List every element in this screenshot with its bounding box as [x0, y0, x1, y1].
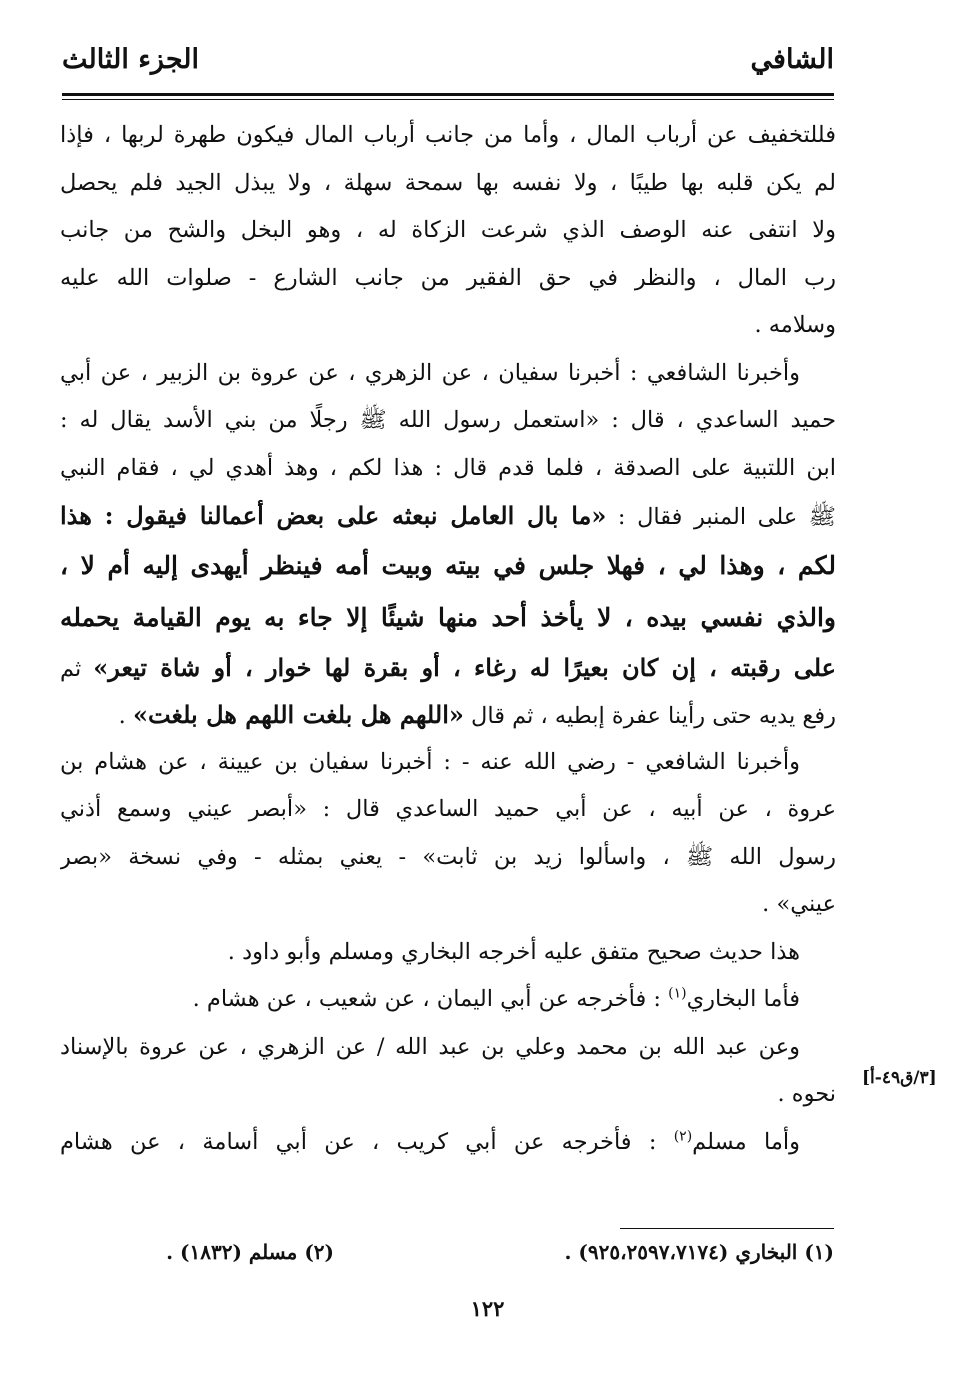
book-title: الشافي [750, 44, 834, 75]
text-line [60, 644, 836, 692]
text-run: فأما البخاري [686, 986, 800, 1012]
text-line: لم يكن قلبه بها طيبًا ، ولا نفسه بها سمحة سهلة ، ولا يبذل الجيد فلم يحصل [60, 169, 836, 196]
page-header [62, 44, 834, 94]
hadith-line: والذي نفسي بيده ، لا يأخذ أحد منها شيئًا إلا جاء به يوم القيامة يحمله [60, 602, 836, 632]
text-run: وأما مسلم [692, 1128, 800, 1155]
hadith-bold-run: «ما بال العامل نبعثه على بعض أعمالنا فيقول : هذا [60, 501, 607, 530]
hadith-bold-run: «اللهم هل بلغت اللهم هل بلغت» [132, 700, 464, 729]
text-run: . [118, 703, 133, 729]
page-number: ١٢٢ [470, 1296, 505, 1321]
manuscript-margin-note: [٣/ق٤٩-أ] [862, 1068, 937, 1088]
text-line [60, 691, 836, 739]
text-line [60, 1119, 836, 1167]
text-line: وسلامه . [754, 312, 836, 338]
hadith-line: لكم ، وهذا لي ، فهلا جلس في بيته وبيت أمه فينظر أيهدى إليه أم لا ، [60, 550, 836, 580]
volume-title: الجزء الثالث [62, 44, 199, 75]
footnote-rule [620, 1228, 834, 1229]
text-line: عروة ، عن أبيه ، عن أبي حميد الساعدي قال : «أبصر عيني وسمع أذني [60, 796, 836, 822]
text-line [60, 492, 836, 540]
text-line: وعن عبد الله بن محمد وعلي بن عبد الله / عن الزهري ، عن عروة بالإسناد [60, 1033, 800, 1060]
text-line: رب المال ، والنظر في حق الفقير من جانب الشارع - صلوات الله عليه [60, 264, 836, 291]
text-line: فللتخفيف عن أرباب المال ، وأما من جانب أرباب المال فيكون طهرة لربها ، فإذا [60, 122, 836, 148]
text-line: رسول الله ﷺ ، واسألوا زيد بن ثابت» - يعني بمثله - وفي نسخة «بصر [60, 843, 836, 870]
text-run: : فأخرجه عن أبي اليمان ، عن شعيب ، عن هشام . [192, 986, 669, 1012]
body-text [60, 112, 836, 1166]
text-line: وأخبرنا الشافعي : أخبرنا سفيان ، عن الزهري ، عن عروة بن الزبير ، عن أبي [60, 359, 800, 386]
text-run: ثم [60, 655, 94, 682]
text-line: هذا حديث صحيح متفق عليه أخرجه البخاري ومسلم وأبو داود . [227, 938, 800, 965]
footnote-2: (٢) مسلم (١٨٣٢) . [166, 1240, 334, 1264]
text-line [60, 976, 836, 1024]
footnote-ref[interactable]: (٢) [673, 1128, 693, 1144]
text-line: حميد الساعدي ، قال : «استعمل رسول الله ﷺ رجلًا من بني الأسد يقال له : [60, 407, 836, 433]
text-line: ولا انتفى عنه الوصف الذي شرعت الزكاة له ، وهو البخل والشح من جانب [60, 217, 836, 243]
header-rule-thin [62, 99, 834, 100]
text-run: رفع يديه حتى رأينا عفرة إبطيه ، ثم قال [463, 703, 836, 729]
header-rule-thick [62, 93, 834, 96]
text-run: : فأخرجه عن أبي كريب ، عن أبي أسامة ، عن هشام [60, 1128, 674, 1155]
text-line: وأخبرنا الشافعي - رضي الله عنه - : أخبرنا سفيان بن عيينة ، عن هشام بن [60, 748, 800, 775]
text-line: عيني» . [762, 891, 836, 917]
footnotes [62, 1240, 834, 1280]
footnote-ref[interactable]: (١) [668, 985, 687, 1002]
text-run: ﷺ على المنبر فقال : [606, 504, 836, 530]
hadith-bold-run: على رقبته ، إن كان بعيرًا له رغاء ، أو بقرة لها خوار ، أو شاة تيعر» [93, 652, 836, 682]
text-line: نحوه . [777, 1081, 836, 1107]
footnote-1: (١) البخاري (٩٢٥،٢٥٩٧،٧١٧٤) . [564, 1240, 834, 1264]
text-line: ابن اللتبية على الصدقة ، فلما قدم قال : هذا لكم ، وهذ أهدي لي ، فقام النبي [60, 454, 836, 481]
